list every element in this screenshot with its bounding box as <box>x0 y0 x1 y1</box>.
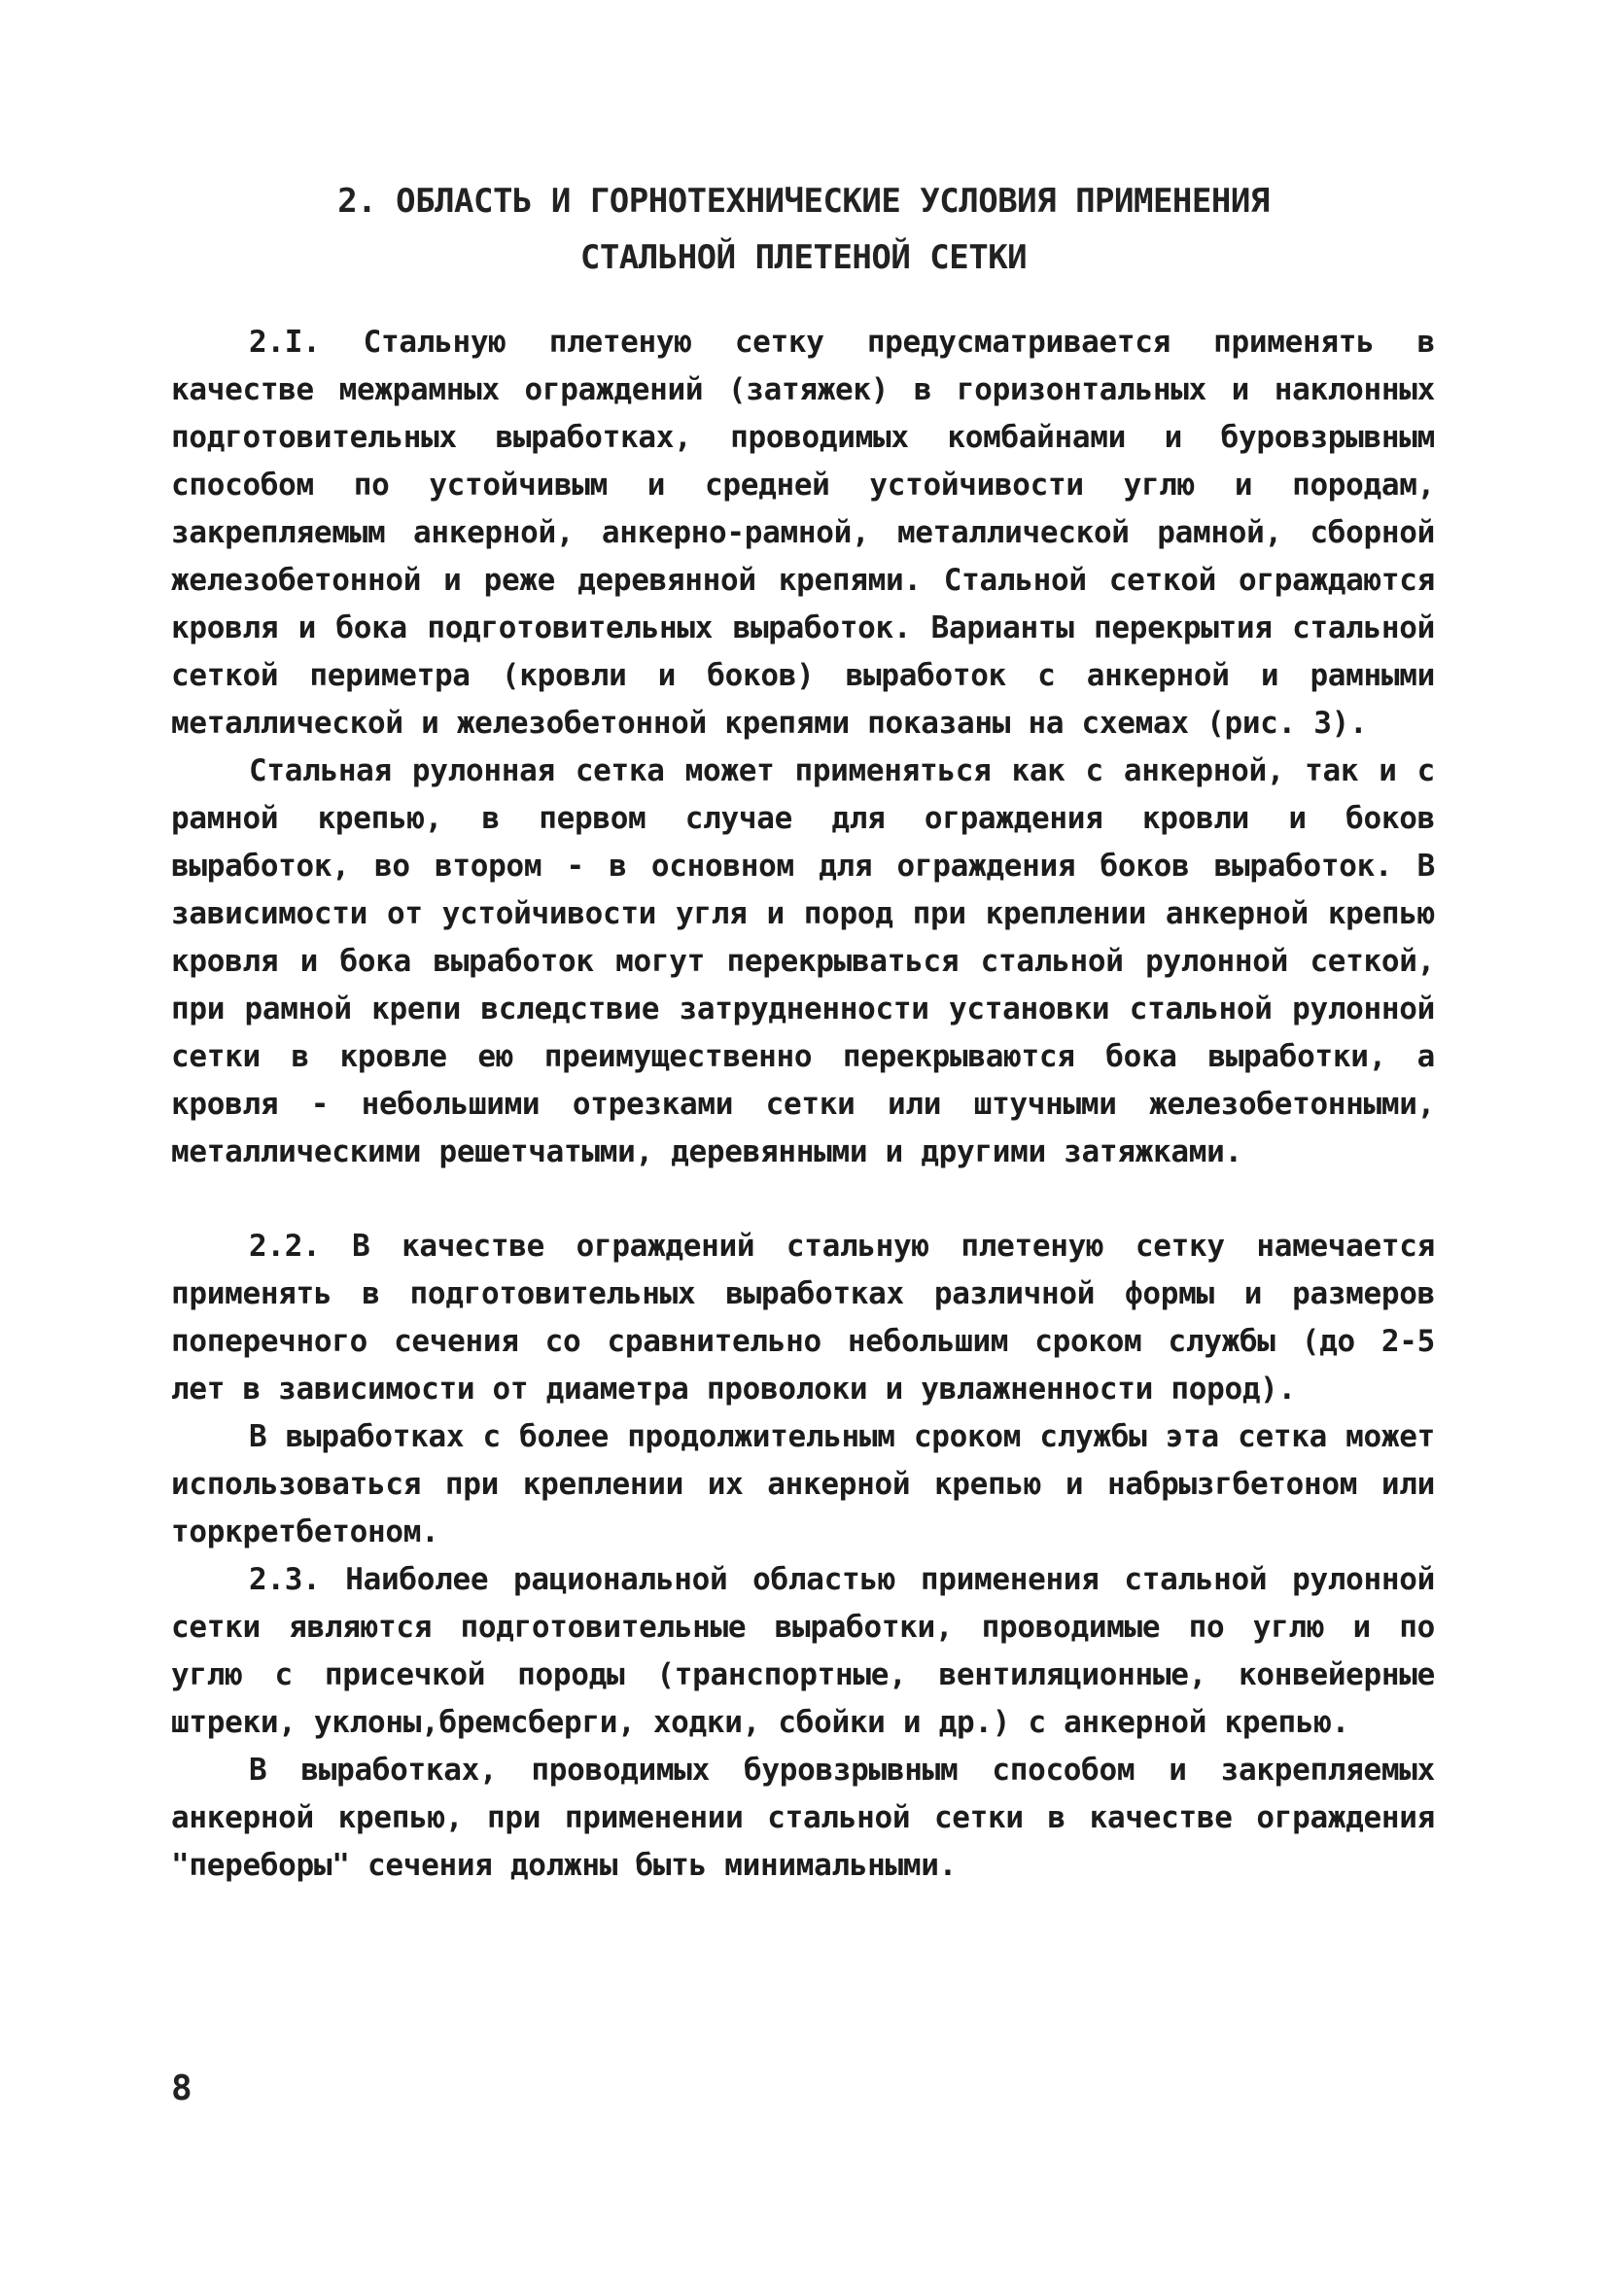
body-text <box>171 319 1435 1890</box>
heading-line-2: СТАЛЬНОЙ ПЛЕТЕНОЙ СЕТКИ <box>579 238 1028 277</box>
section-heading <box>0 173 1607 286</box>
paragraph-2-3-continued: В выработках, проводимых буровзрывным способом и закрепляемых анкерной крепью, при применении стальной сетки в качестве ограждения "переборы" сечения должны быть минимальными. <box>171 1753 1435 1883</box>
paragraph-2-3: 2.3. Наиболее рациональной областью применения стальной рулонной сетки являются подготовительные выработки, проводимые по углю и по углю с присечкой породы (транспортные, вентиляционные, конвейерные штреки, уклоны,бремсберги, ходки, сбойки и др.) с анкерной крепью. <box>171 1562 1435 1740</box>
paragraph-2-2: 2.2. В качестве ограждений стальную плетеную сетку намечается применять в подготовительных выработках различной формы и размеров поперечного сечения со сравнительно небольшим сроком службы (до 2-5 лет в зависимости от диаметра проволоки и увлажненности пород). <box>171 1229 1435 1407</box>
paragraph-2-1: 2.I. Стальную плетеную сетку предусматривается применять в качестве межрамных ограждений (затяжек) в горизонтальных и наклонных подготовительных выработках, проводимых комбайнами и буровзрывным способом по устойчивым и средней устойчивости углю и породам, закрепляемым анкерной, анкерно-рамной, металлической рамной, сборной железобетонной и реже деревянной крепями. Стальной сеткой ограждаются кровля и бока подготовительных выработок. Варианты перекрытия стальной сеткой периметра (кровли и боков) выработок с анкерной и рамными металлической и железобетонной крепями показаны на схемах (рис. 3). <box>171 325 1435 741</box>
paragraph-2-2-continued: В выработках с более продолжительным сроком службы эта сетка может использоваться при креплении их анкерной крепью и набрызгбетоном или торкретбетоном. <box>171 1419 1435 1549</box>
heading-line-1: 2. ОБЛАСТЬ И ГОРНОТЕХНИЧЕСКИЕ УСЛОВИЯ ПРИМЕНЕНИЯ <box>337 182 1270 221</box>
paragraph-gap <box>171 1176 1435 1223</box>
page-number: 8 <box>171 2069 192 2108</box>
paragraph-2-1-continued: Стальная рулонная сетка может применяться как с анкерной, так и с рамной крепью, в первом случае для ограждения кровли и боков выработок, во втором - в основном для ограждения боков выработок. В зависимости от устойчивости угля и пород при креплении анкерной крепью кровля и бока выработок могут перекрываться стальной рулонной сеткой, при рамной крепи вследствие затрудненности установки стальной рулонной сетки в кровле ею преимущественно перекрываются бока выработки, а кровля - небольшими отрезками сетки или штучными железобетонными, металлическими решетчатыми, деревянными и другими затяжками. <box>171 753 1435 1169</box>
